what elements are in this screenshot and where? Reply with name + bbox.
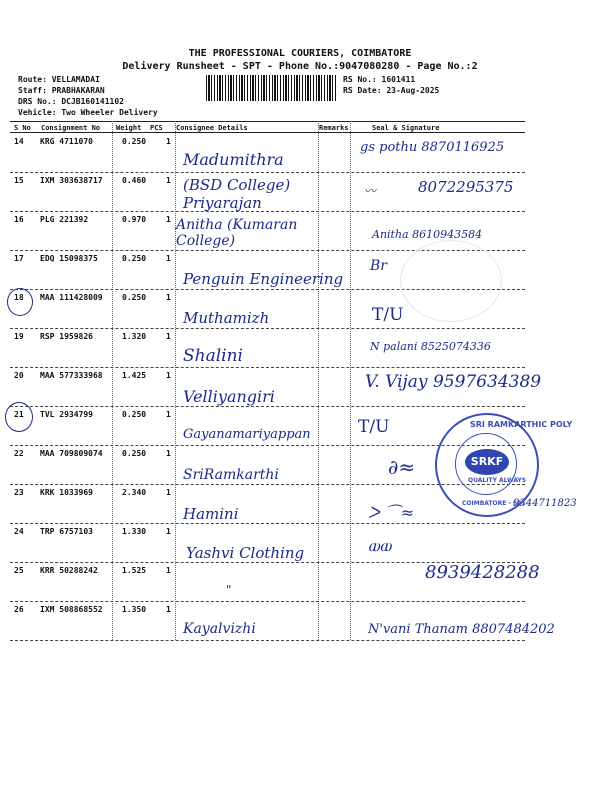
row-pcs: 1 [166, 527, 171, 536]
row-pcs: 1 [166, 215, 171, 224]
barcode [206, 75, 336, 101]
row-sno: 21 [14, 410, 24, 419]
ink-circle [5, 402, 33, 432]
row-consignment: TVL 2934799 [40, 410, 93, 419]
row-pcs: 1 [166, 176, 171, 185]
handwritten-signature: gs pothu 8870116925 [360, 140, 505, 155]
row-sno: 20 [14, 371, 24, 380]
row-consignment: EDQ 15098375 [40, 254, 98, 263]
row-consignment: KRR 50288242 [40, 566, 98, 575]
row-weight: 1.320 [122, 332, 147, 341]
handwritten-consignee: Kayalvizhi [183, 621, 256, 637]
handwritten-signature: N palani 8525074336 [370, 340, 491, 353]
handwritten-consignee: Shalini [183, 346, 243, 366]
handwritten-signature: T/U [358, 417, 390, 437]
rs-number: RS No.: 1601411 [343, 75, 416, 84]
staff-label: Staff: PRABHAKARAN [18, 86, 105, 95]
row-weight: 0.250 [122, 449, 147, 458]
handwritten-consignee: (BSD College) Priyarajan [183, 176, 291, 212]
row-weight: 0.250 [122, 293, 147, 302]
handwritten-consignee: Yashvi Clothing [186, 544, 305, 562]
row-sno: 19 [14, 332, 24, 341]
row-weight: 0.970 [122, 215, 147, 224]
row-weight: 0.460 [122, 176, 147, 185]
table-row [0, 329, 600, 368]
handwritten-consignee: SriRamkarthi [183, 467, 279, 483]
header-remarks: Remarks [319, 124, 349, 132]
ink-circle [7, 288, 33, 316]
handwritten-consignee: Muthamizh [183, 309, 270, 327]
row-weight: 2.340 [122, 488, 147, 497]
row-sno: 16 [14, 215, 24, 224]
signature-scribble: ⲱⲱ [368, 536, 392, 556]
handwritten-signature: T/U [372, 305, 404, 325]
table-top-rule [10, 121, 525, 122]
row-consignment: MAA 111428009 [40, 293, 103, 302]
row-consignment: KRG 4711070 [40, 137, 93, 146]
header-weight: Weight [116, 124, 142, 132]
header-consignee: Consignee Details [176, 124, 248, 132]
row-sno: 22 [14, 449, 24, 458]
row-weight: 1.425 [122, 371, 147, 380]
row-consignment: MAA 709809074 [40, 449, 103, 458]
row-weight: 1.330 [122, 527, 147, 536]
row-pcs: 1 [166, 449, 171, 458]
row-consignment: RSP 1959826 [40, 332, 93, 341]
row-weight: 0.250 [122, 410, 147, 419]
handwritten-consignee: Hamini [183, 505, 239, 523]
handwritten-consignee: Penguin Engineering [183, 270, 344, 288]
route-label: Route: VELLAMADAI [18, 75, 100, 84]
row-separator [10, 523, 525, 524]
row-pcs: 1 [166, 137, 171, 146]
handwritten-signature: Br [370, 258, 387, 274]
header-seal: Seal & Signature [372, 124, 440, 132]
row-pcs: 1 [166, 293, 171, 302]
stamp-bottom-text: COIMBATORE - 641 [462, 500, 526, 507]
row-weight: 1.350 [122, 605, 147, 614]
row-pcs: 1 [166, 605, 171, 614]
row-sno: 24 [14, 527, 24, 536]
header-consignment: Consignment No [41, 124, 101, 132]
row-weight: 0.250 [122, 254, 147, 263]
stamp-sub-text: QUALITY ALWAYS [468, 477, 527, 484]
signature-scribble: ᐳ ⌒≈ [368, 503, 415, 522]
row-pcs: 1 [166, 254, 171, 263]
row-consignment: KRK 1033969 [40, 488, 93, 497]
handwritten-ditto: " [226, 583, 232, 597]
drs-number: DRS No.: DCJB160141102 [18, 97, 124, 106]
faint-mark [400, 240, 502, 322]
row-sno: 17 [14, 254, 24, 263]
handwritten-phone: 9344711823 [513, 498, 577, 509]
row-weight: 1.525 [122, 566, 147, 575]
stamp-top-text: SRI RAMKARTHIC POLY [470, 420, 573, 429]
row-consignment: PLG 221392 [40, 215, 89, 224]
rs-date: RS Date: 23-Aug-2025 [343, 86, 440, 95]
row-sno: 23 [14, 488, 24, 497]
runsheet-subtitle: Delivery Runsheet - SPT - Phone No.:9047080280 - Page No.:2 [122, 61, 478, 72]
vehicle-label: Vehicle: Two Wheeler Delivery [18, 108, 158, 117]
row-separator [10, 172, 525, 173]
handwritten-phone: 8939428288 [425, 562, 540, 583]
row-consignment: IXM 508868552 [40, 605, 103, 614]
handwritten-signature: N'vani Thanam 8807484202 [368, 622, 555, 637]
table-header-rule [10, 132, 525, 133]
row-pcs: 1 [166, 488, 171, 497]
row-sno: 14 [14, 137, 24, 146]
row-pcs: 1 [166, 371, 171, 380]
signature-scribble: ∂≈ [388, 455, 416, 479]
row-separator [10, 406, 525, 407]
row-pcs: 1 [166, 410, 171, 419]
row-consignment: TRP 6757103 [40, 527, 93, 536]
handwritten-consignee: Madumithra [183, 150, 284, 169]
row-separator [10, 601, 525, 602]
handwritten-signature: V. Vijay 9597634389 [365, 372, 542, 392]
row-separator [10, 367, 525, 368]
handwritten-signature: Anitha 8610943584 [372, 228, 483, 241]
row-consignment: IXM 303638717 [40, 176, 103, 185]
handwritten-consignee: Velliyangiri [183, 387, 275, 406]
handwritten-phone: 8072295375 [418, 178, 514, 196]
row-sno: 15 [14, 176, 24, 185]
row-sno: 25 [14, 566, 24, 575]
row-weight: 0.250 [122, 137, 147, 146]
row-pcs: 1 [166, 566, 171, 575]
signature-scribble: 〰 [364, 184, 377, 198]
row-sno: 18 [14, 293, 24, 302]
stamp-logo: SRKF [465, 449, 509, 475]
row-sno: 26 [14, 605, 24, 614]
row-separator [10, 328, 525, 329]
runsheet-title: THE PROFESSIONAL COURIERS, COIMBATORE [188, 48, 412, 59]
table-row [0, 134, 600, 173]
row-consignment: MAA 577333968 [40, 371, 103, 380]
handwritten-consignee: Gayanamariyappan [183, 427, 311, 442]
handwritten-consignee: Anitha (Kumaran College) [176, 217, 298, 249]
header-pcs: PCS [150, 124, 163, 132]
table-row [0, 290, 600, 329]
row-pcs: 1 [166, 332, 171, 341]
header-sno: S No [14, 124, 31, 132]
